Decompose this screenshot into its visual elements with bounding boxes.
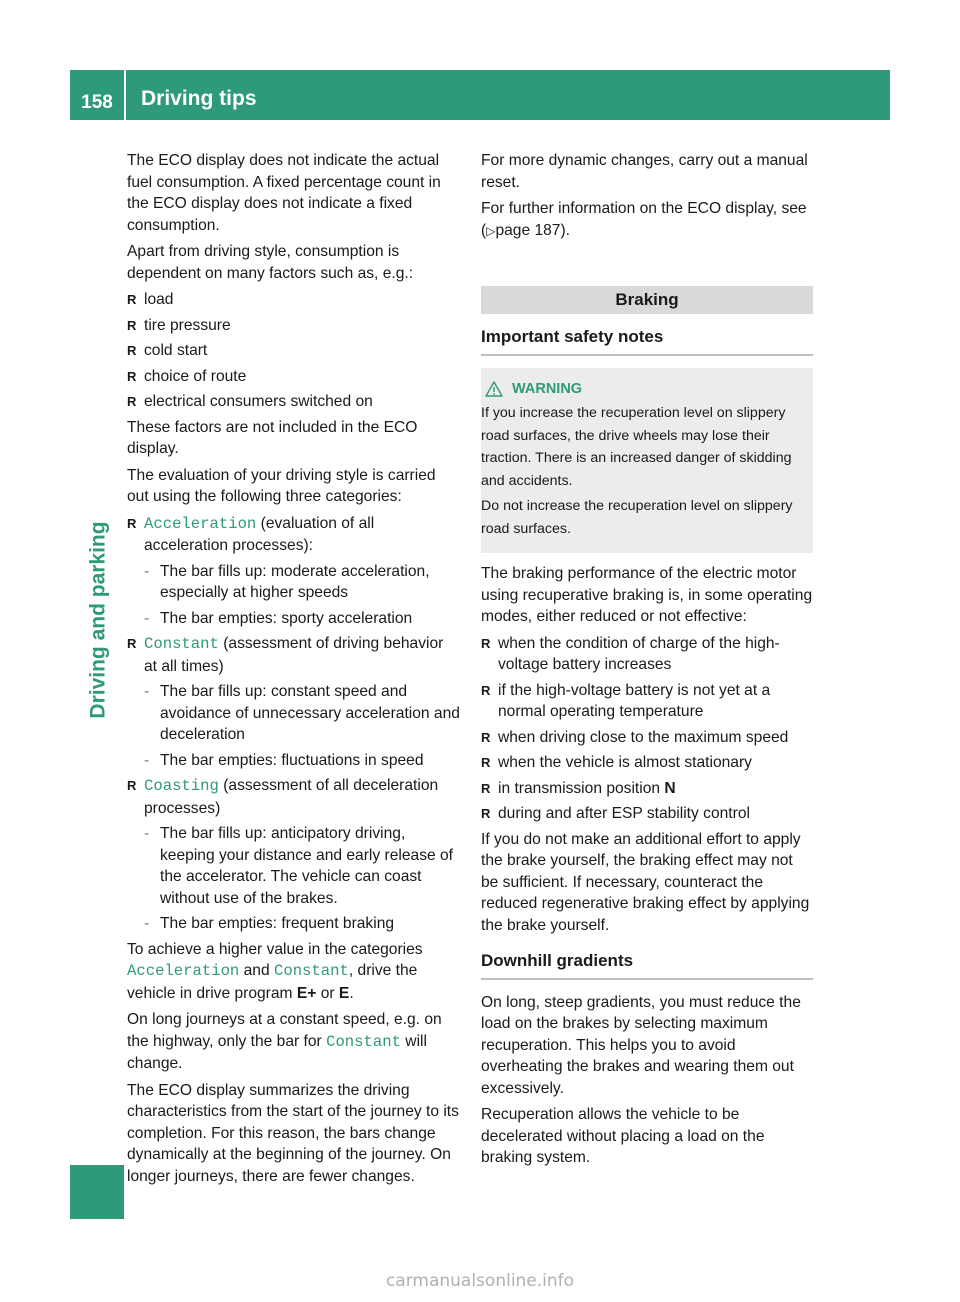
page-number: 158 xyxy=(70,70,126,120)
text: To achieve a higher value in the categories xyxy=(127,940,423,958)
list-item: R choice of route xyxy=(127,366,460,388)
text: . xyxy=(349,984,354,1002)
sub-item: - The bar empties: frequent braking xyxy=(127,913,460,935)
category-coasting xyxy=(127,775,460,819)
list-item xyxy=(481,778,813,800)
drive-program: E+ xyxy=(296,984,317,1002)
category-desc: (assessment of all deceleration processes) xyxy=(144,777,439,817)
category-desc: (assessment of driving behavior at all times) xyxy=(144,635,444,675)
sub-item: - The bar fills up: anticipatory driving, keeping your distance and early release of the accelerator. The vehicle can coast without use of the brakes. xyxy=(127,823,460,909)
paragraph xyxy=(481,198,813,242)
warning-text: If you increase the recuperation level on slippery road surfaces, the drive wheels may lose their traction. There is an increased danger of skidding and accidents. xyxy=(481,405,792,489)
text: in transmission position xyxy=(498,779,665,797)
category-ref: Constant xyxy=(273,962,349,980)
paragraph: Apart from driving style, consumption is dependent on many factors such as, e.g.: xyxy=(127,243,414,282)
list-item: R when driving close to the maximum speed xyxy=(481,727,813,749)
paragraph: The ECO display does not indicate the actual fuel consumption. A fixed percentage count in the ECO display does not indicate a fixed consumption. xyxy=(127,152,441,234)
list-item: R load xyxy=(127,289,460,311)
paragraph: If you do not make an additional effort to apply the brake yourself, the braking effect may not be sufficient. If necessary, counteract the reduced regenerative braking effect by applying the brake yourself. xyxy=(481,830,810,934)
sub-item: - The bar empties: fluctuations in speed xyxy=(127,750,460,772)
paragraph: These factors are not included in the ECO display. xyxy=(127,418,418,457)
page-ref-arrow-icon: ▷ xyxy=(486,223,496,238)
category-name: Constant xyxy=(144,635,219,653)
sub-item: - The bar fills up: constant speed and avoidance of unnecessary acceleration and deceleration xyxy=(127,681,460,746)
gear-position: N xyxy=(664,779,676,797)
section-title: Driving tips xyxy=(141,87,257,110)
category-desc: (evaluation of all acceleration processes): xyxy=(144,514,375,554)
warning-box xyxy=(481,368,813,554)
category-name: Acceleration xyxy=(144,514,257,533)
braking-band: Braking xyxy=(481,286,813,314)
text: , drive the vehicle in drive program xyxy=(127,962,418,1002)
paragraph: The braking performance of the electric motor using recuperative braking is, in some operating modes, either reduced or not effective: xyxy=(481,565,813,625)
category-acceleration xyxy=(127,513,460,557)
paragraph: On long, steep gradients, you must reduce the load on the brakes by selecting maximum recuperation. This helps you to avoid overheating the brakes and wearing them out excessively. xyxy=(481,993,801,1097)
right-column xyxy=(481,150,813,1174)
list-item: R when the condition of charge of the high-voltage battery increases xyxy=(481,633,813,676)
category-ref: Acceleration xyxy=(127,962,240,980)
downhill-heading: Downhill gradients xyxy=(481,950,813,980)
paragraph: The evaluation of your driving style is carried out using the following three categories: xyxy=(127,466,436,505)
list-item: R cold start xyxy=(127,340,460,362)
paragraph: For more dynamic changes, carry out a manual reset. xyxy=(481,152,808,191)
safety-heading: Important safety notes xyxy=(481,326,813,356)
category-constant xyxy=(127,633,460,677)
warning-title: WARNING xyxy=(512,380,583,397)
paragraph: Recuperation allows the vehicle to be decelerated without placing a load on the braking system. xyxy=(481,1106,765,1166)
warning-triangle-icon xyxy=(485,381,503,397)
warning-header xyxy=(481,378,803,401)
left-column xyxy=(127,150,460,1192)
paragraph: The ECO display summarizes the driving characteristics from the start of the journey to its completion. For this reason, the bars change dynamically at the beginning of the journey. On longer journeys, there are fewer changes. xyxy=(127,1081,459,1185)
drive-program: E xyxy=(338,984,350,1002)
list-item: R if the high-voltage battery is not yet at a normal operating temperature xyxy=(481,680,813,723)
text: will change. xyxy=(127,1032,427,1072)
sub-item: - The bar fills up: moderate acceleration, especially at higher speeds xyxy=(127,561,460,604)
header-bar xyxy=(70,70,890,120)
text: For further information on the ECO display, see ( xyxy=(481,200,807,239)
side-tab xyxy=(83,460,115,780)
list-item: R tire pressure xyxy=(127,315,460,337)
paragraph xyxy=(127,1009,460,1075)
list-item: R electrical consumers switched on xyxy=(127,391,460,413)
text: On long journeys at a constant speed, e.g. on the highway, only the bar for xyxy=(127,1011,442,1050)
warning-text: Do not increase the recuperation level on slippery road surfaces. xyxy=(481,498,793,537)
watermark: carmanualsonline.info xyxy=(385,1271,575,1291)
category-ref: Constant xyxy=(326,1032,401,1051)
page-reference[interactable]: page 187). xyxy=(495,221,571,239)
text: and xyxy=(239,962,274,979)
list-item: R during and after ESP stability control xyxy=(481,803,813,825)
side-tab-marker xyxy=(70,1165,124,1219)
sub-item: - The bar empties: sporty acceleration xyxy=(127,608,460,630)
paragraph xyxy=(127,939,460,1005)
category-name: Coasting xyxy=(144,777,219,795)
side-tab-label: Driving and parking xyxy=(87,521,111,719)
list-item: R when the vehicle is almost stationary xyxy=(481,752,813,774)
text: or xyxy=(316,984,339,1002)
